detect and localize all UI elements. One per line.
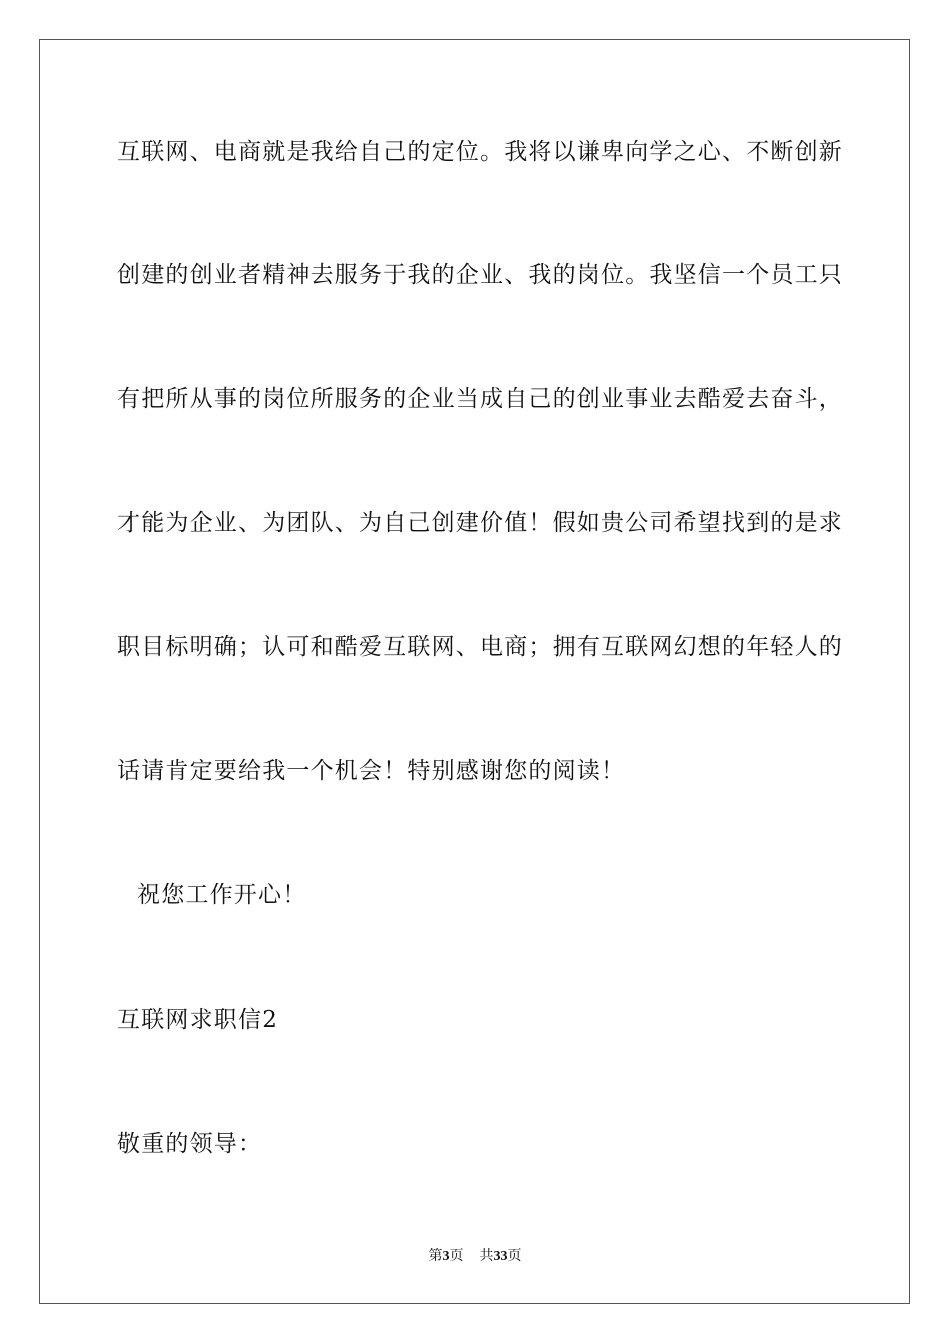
current-page-number: 3 bbox=[442, 1249, 450, 1264]
salutation: 敬重的领导： bbox=[117, 1131, 263, 1157]
total-suffix: 页 bbox=[507, 1248, 522, 1264]
body-text-line: 有把所从事的岗位所服务的企业当成自己的创业事业去酷爱去奋斗， bbox=[117, 386, 843, 412]
body-text-line: 职目标明确；认可和酷爱互联网、电商；拥有互联网幻想的年轻人的 bbox=[117, 634, 843, 660]
page-footer bbox=[0, 1245, 950, 1265]
page-frame bbox=[39, 39, 910, 1304]
body-text-line: 创建的创业者精神去服务于我的企业、我的岗位。我坚信一个员工只 bbox=[117, 262, 843, 288]
total-page-count: 33 bbox=[493, 1249, 508, 1264]
total-prefix: 共 bbox=[479, 1248, 494, 1264]
page-prefix: 第 bbox=[428, 1248, 443, 1264]
body-text-line: 才能为企业、为团队、为自己创建价值！假如贵公司希望找到的是求 bbox=[117, 510, 843, 536]
page-suffix: 页 bbox=[449, 1248, 464, 1264]
section-heading: 互联网求职信2 bbox=[117, 1007, 279, 1033]
body-text-line: 话请肯定要给我一个机会！特别感谢您的阅读！ bbox=[117, 758, 626, 784]
closing-greeting: 祝您工作开心！ bbox=[137, 882, 307, 908]
body-text-line: 互联网、电商就是我给自己的定位。我将以谦卑向学之心、不断创新 bbox=[117, 139, 843, 165]
